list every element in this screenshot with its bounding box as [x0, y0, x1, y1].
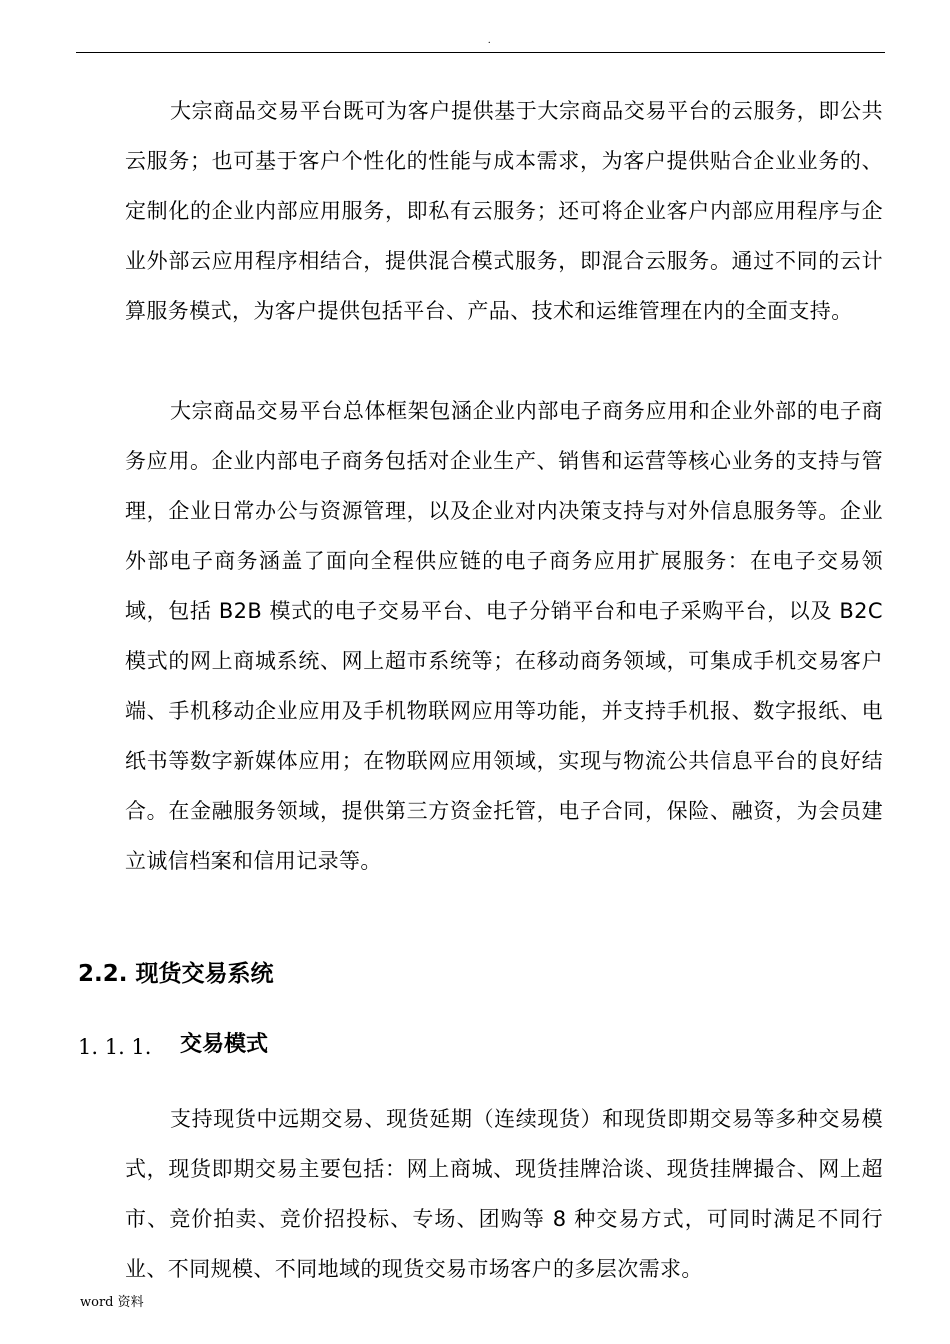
header-mark: . [488, 35, 491, 46]
body-paragraph-2: 大宗商品交易平台总体框架包涵企业内部电子商务应用和企业外部的电子商务应用。企业内部电子商务包括对企业生产、销售和运营等核心业务的支持与管理，企业日常办公与资源管理，以及企业对内决策支持与对外信息服务等。企业外部电子商务涵盖了面向全程供应链的电子商务应用扩展服务：在电子交易领域，包括 B2B 模式的电子交易平台、电子分销平台和电子采购平台，以及 B2C 模式的网上商城系统、网上超市系统等；在移动商务领域，可集成手机交易客户端、手机移动企业应用及手机物联网应用等功能，并支持手机报、数字报纸、电纸书等数字新媒体应用；在物联网应用领域，实现与物流公共信息平台的良好结合。在金融服务领域，提供第三方资金托管，电子合同，保险、融资，为会员建立诚信档案和信用记录等。 [125, 399, 883, 873]
body-paragraph-1: 大宗商品交易平台既可为客户提供基于大宗商品交易平台的云服务，即公共云服务；也可基于客户个性化的性能与成本需求，为客户提供贴合企业业务的、定制化的企业内部应用服务，即私有云服务；还可将企业客户内部应用程序与企业外部云应用程序相结合，提供混合模式服务，即混合云服务。通过不同的云计算服务模式，为客户提供包括平台、产品、技术和运维管理在内的全面支持。 [125, 99, 883, 323]
header-rule [76, 52, 885, 53]
subsection-number: 1. 1. 1. [78, 1035, 152, 1059]
body-paragraph-3: 支持现货中远期交易、现货延期（连续现货）和现货即期交易等多种交易模式，现货即期交易主要包括：网上商城、现货挂牌洽谈、现货挂牌撮合、网上超市、竞价拍卖、竞价招投标、专场、团购等 8 种交易方式，可同时满足不同行业、不同规模、不同地域的现货交易市场客户的多层次需求。 [125, 1107, 883, 1281]
section-heading: 2.2. 现货交易系统 [78, 961, 274, 987]
footer-label: word 资料 [80, 1295, 144, 1310]
subsection-title: 交易模式 [180, 1032, 269, 1057]
